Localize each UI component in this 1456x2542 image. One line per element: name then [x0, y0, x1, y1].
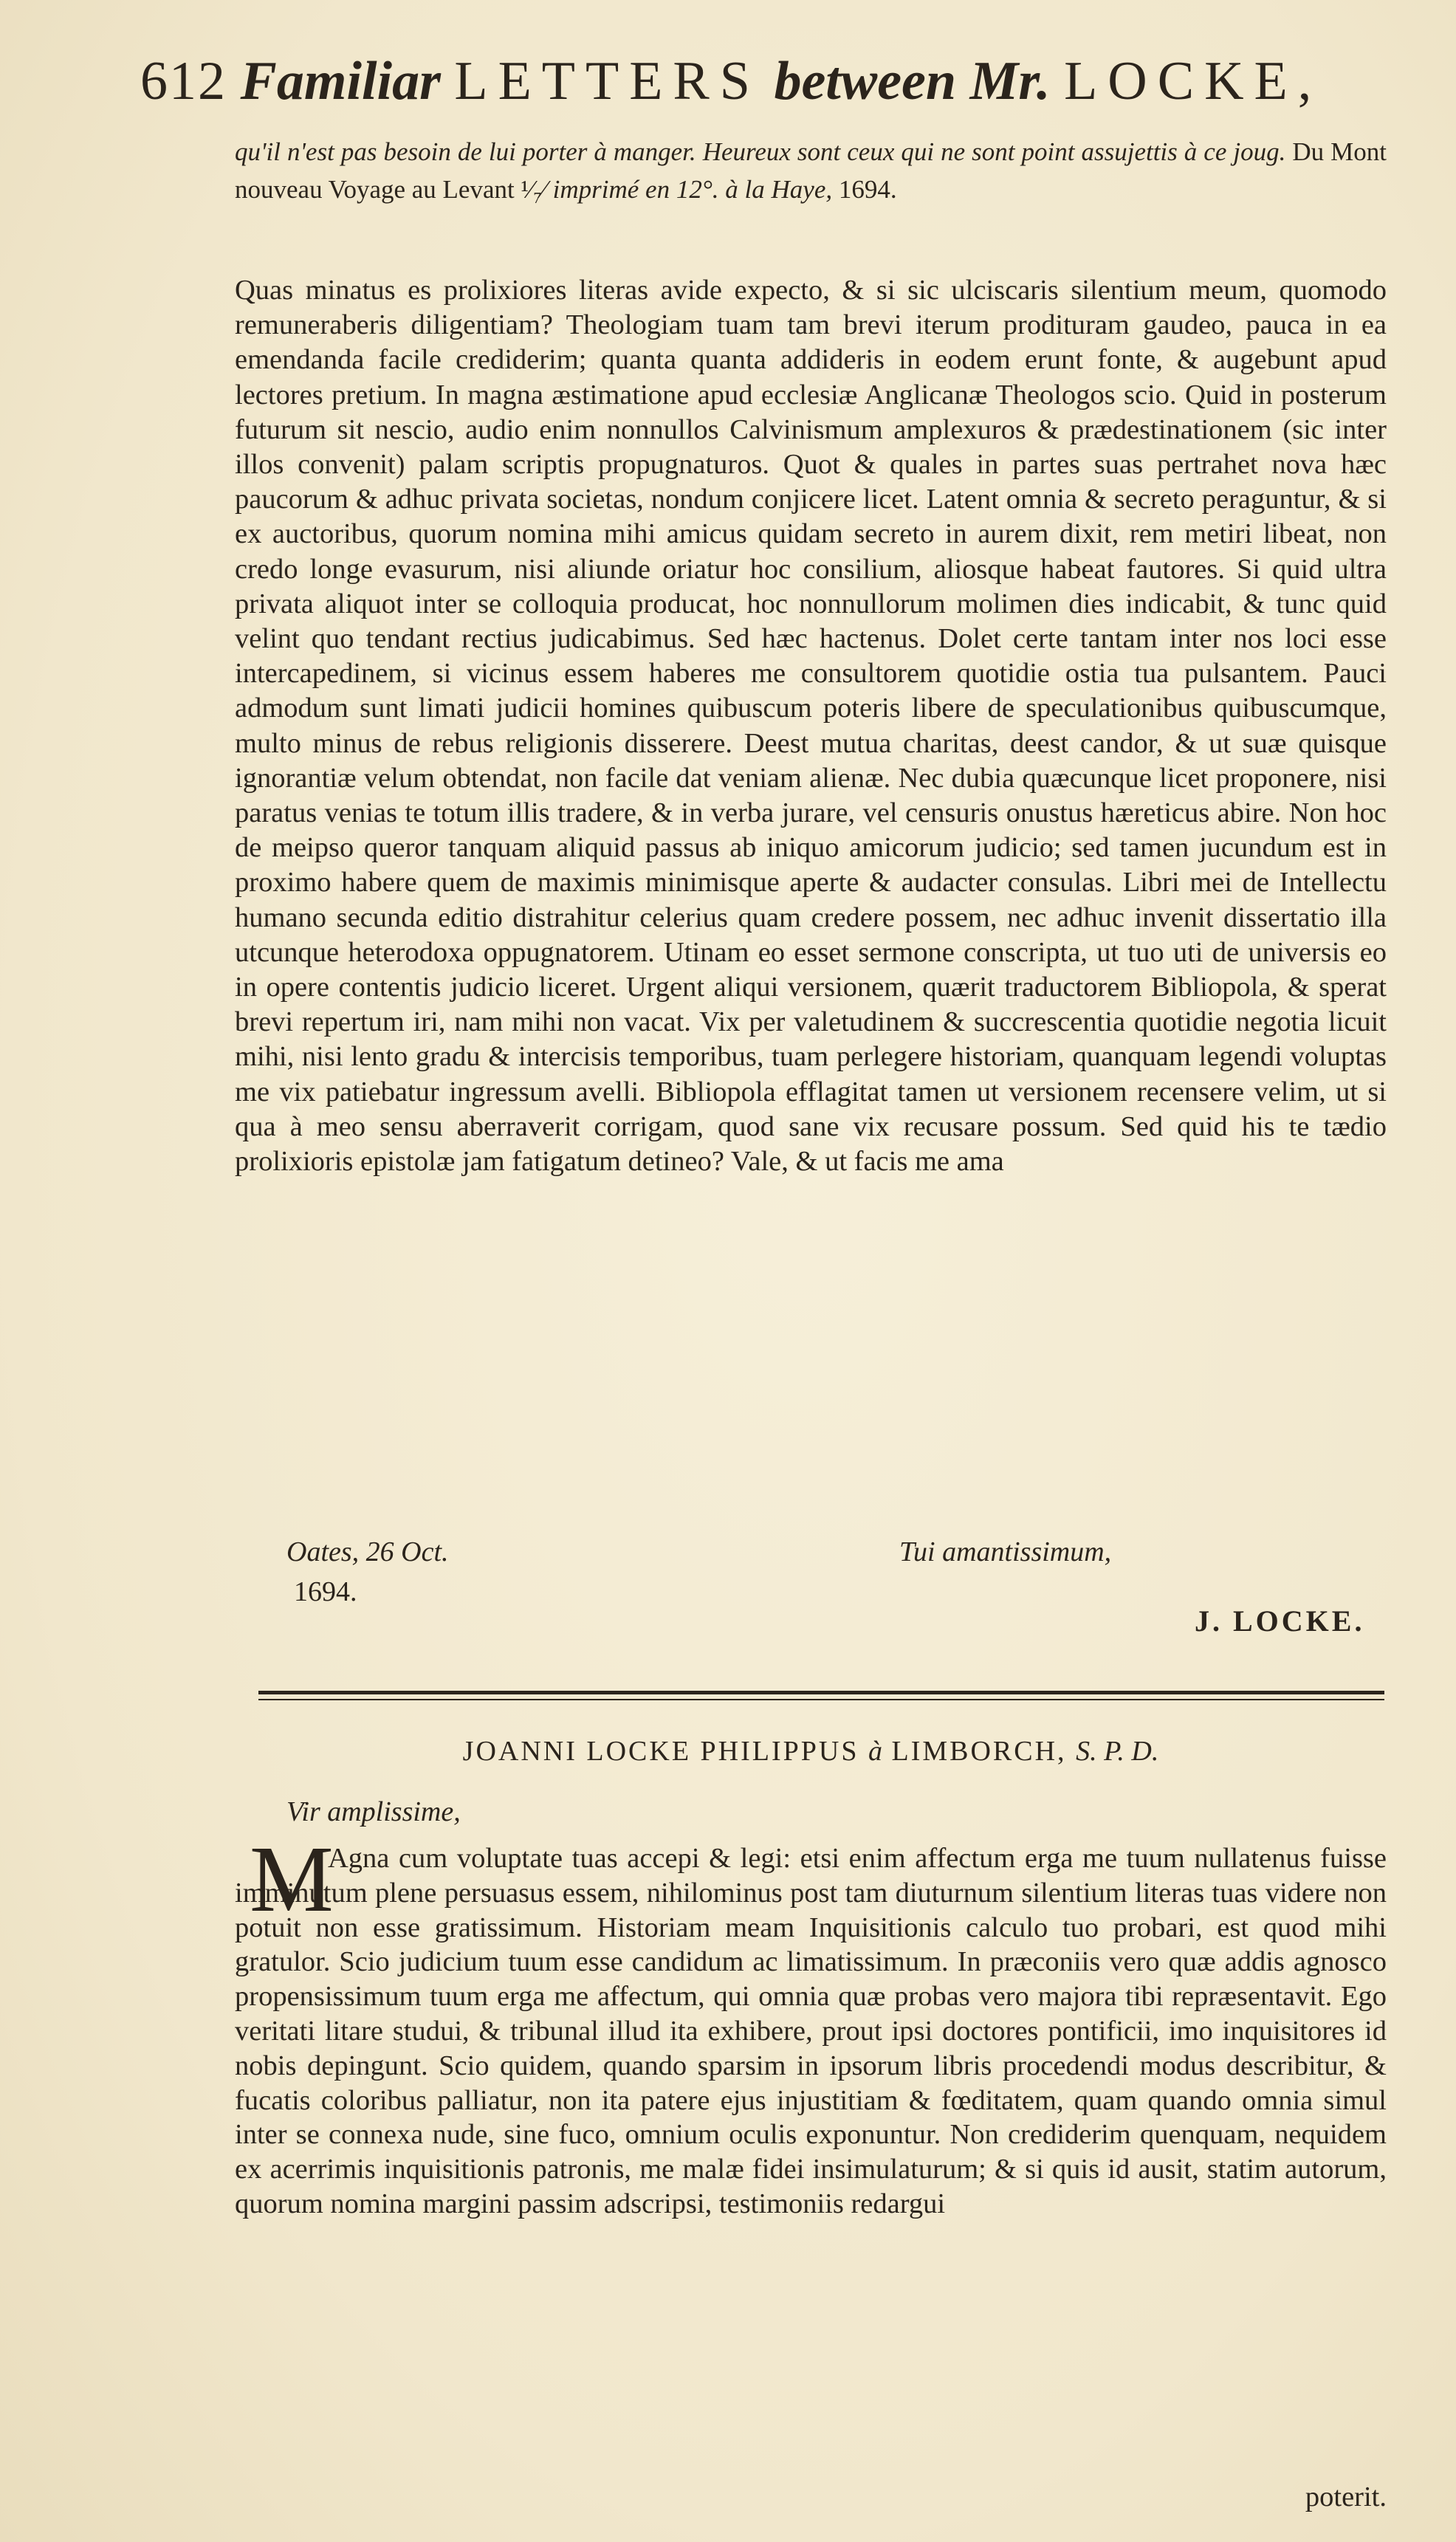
drop-cap-indent — [235, 1866, 328, 1867]
section-rule-thin — [258, 1699, 1384, 1700]
letter-2-salutation: Vir amplissime, — [286, 1796, 461, 1827]
running-header — [140, 41, 1388, 122]
letter-1-body: Quas minatus es prolixiores literas avide expecto, & si sic ulciscaris silentium meum, quomodo remuneraberis diligentiam? Theologiam tuam tam brevi iterum prodituram gaudeo, pauca in ea emendanda facile crediderim; quanta quanta addideris in eodem erunt fonte, & augebunt apud lectores pretium. In magna æstimatione apud ecclesiæ Anglicanæ Theologos scio. Quid in posterum futurum sit nescio, audio enim nonnullos Calvinismum amplexuros & prædestinationem (sic inter illos convenit) palam scriptis propugnaturos. Quot & quales in partes suas pertrahet nova hæc paucorum & adhuc privata societas, nondum conjicere licet. Latent omnia & secreto peraguntur, & si ex auctoribus, quorum nomina mihi amicus quidam secreto in aurem dixit, rem metiri libeat, non credo longe evasurum, nisi aliunde oriatur hoc consilium, aliosque habeat fautores. Si quid ultra privata aliquot inter se colloquia producat, hoc nonnullorum molimen dies indicabit, & tunc quid velint quo tendant rectius judicabimus. Sed hæc hactenus. Dolet certe tantam inter nos loci esse intercapedinem, si vicinus essem haberes me consultorem quotidie ostia tua pulsantem. Pauci admodum sunt limati judicii homines quibuscum poteris libere de speculationibus quibuscumque, multo minus de rebus religionis disserere. Deest mutua charitas, deest candor, & ut suæ quisque ignorantiæ velum obtendat, non facile dat veniam alienæ. Nec dubia quæcunque licet proponere, nisi paratus venias te totum illis tradere, & in verba jurare, vel censuris onustus hæreticus abire. Non hoc de meipso queror tanquam aliquid passus ab iniquo amicorum judicio; sed tamen jucundum est in proximo habere quem de maximis minimisque aperte & audacter consulas. Libri mei de Intellectu humano secunda editio distrahitur celerius quam credere possem, nec adhuc invenit dissertatio illa utcunque heterodoxa oppugnatorem. Utinam eo esset sermone conscripta, ut tuo uti de universis eo in opere contentis judicio liceret. Urgent aliqui versionem, quærit traductorem Bibliopola, & sperat brevi repertum iri, nam mihi non vacat. Vix per valetudinem & succrescentia quotidie negotia licuit mihi, nisi lento gradu & intercisis temporibus, tuam perlegere historiam, quanquam legendi voluptas me vix patiebatur ingressum avelli. Bibliopola efflagitat tamen ut versionem recensere velim, ut si qua à meo sensu aberraverit corrigam, quod sane vix recusare possum. Sed quid his te tædio prolixioris epistolæ jam fatigatum detineo? Vale, & ut facis me ama — [235, 275, 1387, 1178]
header-letters: LETTERS — [454, 51, 760, 111]
header-locke: LOCKE, — [1064, 51, 1322, 111]
letter-1-year: 1694. — [294, 1576, 357, 1607]
header-between: between Mr. — [774, 51, 1051, 111]
address-names: JOANNI LOCKE PHILIPPUS — [462, 1736, 859, 1767]
section-rule-thick — [258, 1691, 1384, 1694]
letter-1-place-date: Oates, 26 Oct. — [286, 1536, 449, 1567]
letter-1-signature: J. LOCKE. — [1195, 1604, 1365, 1638]
note-year: 1694. — [838, 175, 897, 204]
header-familiar: Familiar — [240, 51, 441, 111]
note-italic-2: imprimé en 12°. à la Haye, — [552, 175, 833, 204]
footnote-note — [235, 133, 1387, 208]
letter-2-text: Agna cum voluptate tuas accepi & legi: etsi enim affectum erga me tuum nullatenus fuisse imminutum plene persuasus essem, nihilominus post tam diuturnum silentium literas tuas videre non potuit non esse gratissimum. Historiam meam Inquisitionis calculo tuo probari, est quod mihi gratulor. Scio judicium tuum esse candidum ac limatissimum. In præconiis vero quæ addis agnosco propensissimum tuum erga me affectum, qui omnia quæ probas vero majora tibi repræsentavit. Ego veritati litare studui, & tribunal illud ita exhibere, prout ipsi doctores pontificii, imo inquisitores id nobis depingunt. Scio quidem, quando sparsim in ipsorum libris procedendi modus describitur, & fucatis coloribus palliatur, non ita patere ejus injustitiam & fœditatem, quam quando omnia simul inter se connexa nude, sine fuco, omnium oculis exponuntur. Non crediderim quenquam, nequidem ex acerrimis inquisitionis patronis, me malæ fidei insimulaturum; & si quis id ausit, statim autorum, quorum nomina margini passim adscripsi, testimoniis redargui — [235, 1843, 1387, 2219]
letter-1-closing: Tui amantissimum, — [899, 1536, 1112, 1567]
note-italic-1: qu'il n'est pas besoin de lui porter à manger. Heureux sont ceux qui ne sont point assujettis à ce joug. — [235, 137, 1286, 166]
note-sign: ¹⁄₇⁄ — [521, 175, 546, 204]
letter-2-body — [235, 1841, 1387, 2222]
page-number: 612 — [140, 51, 227, 111]
note-roman: Du Mont nouveau Voyage au Levant — [235, 137, 1387, 204]
address-limborch: LIMBORCH, — [891, 1736, 1067, 1767]
address-a: à — [868, 1736, 882, 1767]
drop-cap: M — [250, 1827, 334, 1931]
letter-2-text-end: poterit. — [1305, 2481, 1387, 2512]
address-spd: S. P. D. — [1076, 1736, 1159, 1767]
letter-2-address — [235, 1729, 1387, 1773]
